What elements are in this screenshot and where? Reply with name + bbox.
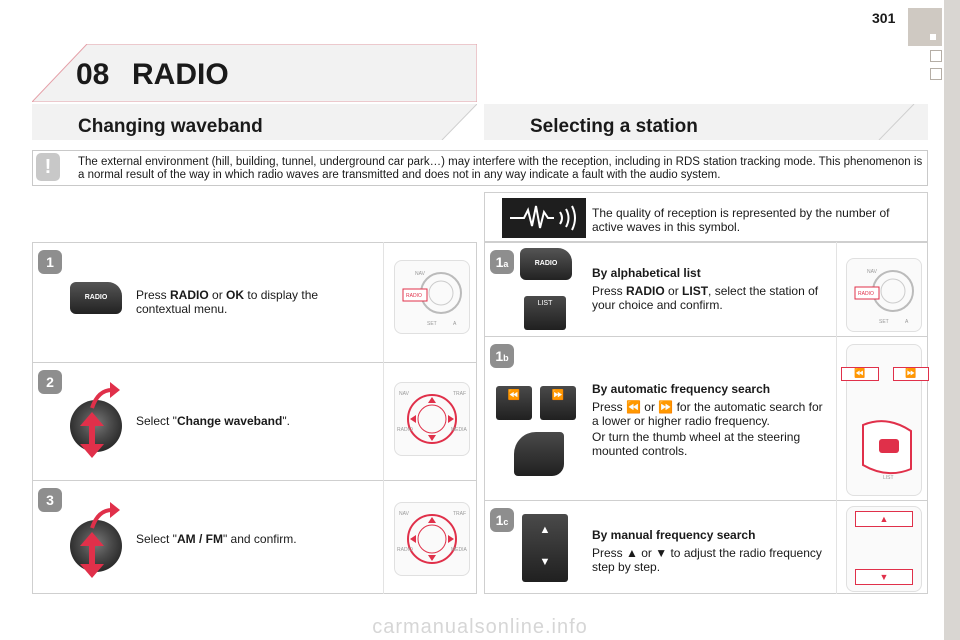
divider bbox=[32, 362, 477, 363]
chapter-title: RADIO bbox=[132, 58, 229, 91]
manual-search-text: Press ▲ or ▼ to adjust the radio frequency step by step. bbox=[592, 546, 822, 574]
console-label-a: A bbox=[453, 321, 457, 327]
step-badge-1a: 1a bbox=[490, 250, 514, 274]
tune-down-key: ▼ bbox=[855, 569, 913, 585]
console-illustration bbox=[394, 502, 470, 576]
step-badge-1: 1 bbox=[38, 250, 62, 274]
list-button[interactable]: LIST bbox=[524, 296, 566, 330]
radio-button[interactable]: RADIO bbox=[70, 282, 122, 314]
seek-down-button[interactable]: ⏪ bbox=[496, 386, 532, 420]
console-label-set: SET bbox=[879, 319, 889, 325]
seek-up-key: ⏩ bbox=[893, 367, 929, 381]
tune-down-symbol: ▼ bbox=[655, 546, 668, 560]
reception-text: The quality of reception is represented by the number of active waves in this symbol. bbox=[592, 206, 890, 234]
tune-buttons[interactable] bbox=[522, 514, 568, 582]
step-badge-3: 3 bbox=[38, 488, 62, 512]
divider bbox=[383, 242, 384, 594]
turn-arrow-icon bbox=[70, 378, 130, 462]
seek-up-button[interactable]: ⏩ bbox=[540, 386, 576, 420]
step-badge-1c: 1c bbox=[490, 508, 514, 532]
radio-button[interactable]: RADIO bbox=[520, 248, 572, 280]
nav-box-1[interactable] bbox=[930, 50, 942, 62]
tune-up-button[interactable]: ▲ bbox=[539, 524, 551, 536]
chapter-number: 08 bbox=[76, 58, 110, 91]
subheading-automatic-search: By automatic frequency search bbox=[592, 382, 771, 396]
divider bbox=[484, 336, 928, 337]
thumb-wheel-text: Or turn the thumb wheel at the steering mounted controls. bbox=[592, 430, 801, 458]
tune-keys-illustration bbox=[846, 506, 922, 592]
nav-box-2[interactable] bbox=[930, 68, 942, 80]
section-title-selecting-station: Selecting a station bbox=[530, 116, 698, 137]
console-label-nav: NAV bbox=[415, 271, 425, 277]
page-number: 301 bbox=[872, 10, 896, 26]
thumb-wheel[interactable] bbox=[514, 432, 564, 476]
console-illustration bbox=[394, 382, 470, 456]
seek-down-symbol: ⏪ bbox=[626, 400, 641, 414]
tune-down-button[interactable]: ▼ bbox=[539, 556, 551, 568]
subheading-manual-search: By manual frequency search bbox=[592, 528, 756, 542]
console-label-list: LIST bbox=[883, 475, 894, 481]
alphabetical-list-text: Press RADIO or LIST, select the station of your choice and confirm. bbox=[592, 284, 819, 312]
console-label-media: MEDIA bbox=[451, 547, 467, 553]
step-1-text: Press RADIO or OK to display the contextual menu. bbox=[136, 288, 319, 316]
subheading-alphabetical-list: By alphabetical list bbox=[592, 266, 701, 280]
console-illustration bbox=[846, 258, 922, 332]
section-title-changing-waveband: Changing waveband bbox=[78, 116, 263, 137]
console-label-nav: NAV bbox=[867, 269, 877, 275]
reception-waves-icon bbox=[502, 198, 586, 238]
exclamation-icon: ! bbox=[36, 153, 60, 181]
console-label-nav: NAV bbox=[399, 511, 409, 517]
tune-up-key: ▲ bbox=[855, 511, 913, 527]
console-label-radio: RADIO bbox=[397, 427, 413, 433]
side-strip bbox=[944, 0, 960, 640]
warning-text: The external environment (hill, building, tunnel, underground car park…) may interfere with the reception, including in RDS station tracking mode. This phenomenon is a normal result of the way in which radio waves are transmitted and does not in any way indicate a fault with the audio system. bbox=[78, 156, 923, 181]
step-2-text: Select "Change waveband". bbox=[136, 414, 290, 428]
console-illustration bbox=[394, 260, 470, 334]
console-label-media: MEDIA bbox=[451, 427, 467, 433]
divider bbox=[32, 480, 477, 481]
console-label-traf: TRAF bbox=[453, 511, 467, 517]
step-badge-2: 2 bbox=[38, 370, 62, 394]
console-label-a: A bbox=[905, 319, 909, 325]
console-label-radio: RADIO bbox=[858, 291, 874, 297]
console-label-traf: TRAF bbox=[453, 391, 467, 397]
console-label-set: SET bbox=[427, 321, 437, 327]
divider bbox=[484, 500, 928, 501]
seek-down-key: ⏪ bbox=[841, 367, 879, 381]
corner-tab bbox=[908, 8, 942, 46]
console-label-radio: RADIO bbox=[406, 293, 422, 299]
steering-controls-illustration bbox=[846, 344, 922, 496]
step-3-text: Select "AM / FM" and confirm. bbox=[136, 532, 297, 546]
turn-arrow-icon bbox=[70, 498, 130, 582]
seek-up-symbol: ⏩ bbox=[658, 400, 674, 414]
divider bbox=[836, 242, 837, 594]
footer-watermark: carmanualsonline.info bbox=[372, 616, 588, 638]
console-label-nav: NAV bbox=[399, 391, 409, 397]
tune-up-symbol: ▲ bbox=[626, 546, 638, 560]
automatic-search-text: Press ⏪ or ⏩ for the automatic search for a lower or higher radio frequency. bbox=[592, 400, 823, 428]
console-label-radio: RADIO bbox=[397, 547, 413, 553]
step-badge-1b: 1b bbox=[490, 344, 514, 368]
